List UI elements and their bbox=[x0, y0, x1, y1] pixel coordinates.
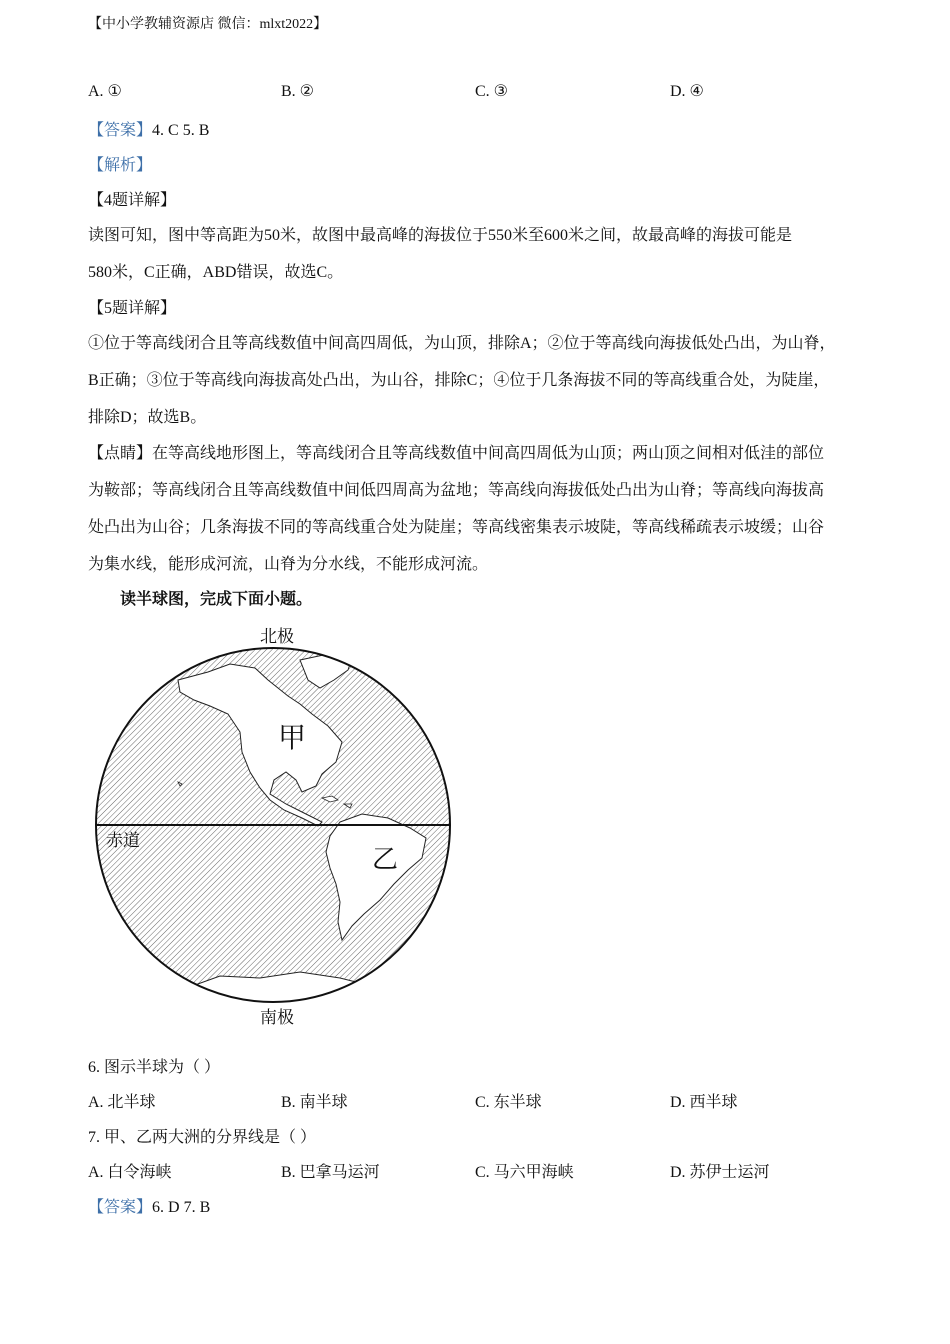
q5-detail-line: 排除D；故选B。 bbox=[88, 409, 207, 426]
continent-a-label: 甲 bbox=[278, 721, 307, 754]
option-c: C. 东半球 bbox=[475, 1094, 542, 1111]
answer-line-2 bbox=[88, 1194, 210, 1217]
q5-options bbox=[88, 81, 868, 103]
option-a: A. 北半球 bbox=[88, 1094, 156, 1111]
q6-options bbox=[88, 1089, 868, 1111]
option-b: B. 南半球 bbox=[281, 1094, 348, 1111]
hemisphere-map bbox=[90, 622, 460, 1032]
option-d: D. 苏伊士运河 bbox=[670, 1164, 770, 1181]
q4-detail-line: 580米，C正确，ABD错误，故选C。 bbox=[88, 264, 344, 281]
option-b: B. 巴拿马运河 bbox=[281, 1164, 380, 1181]
option-d: D. 西半球 bbox=[670, 1094, 738, 1111]
q5-detail-line: ①位于等高线闭合且等高线数值中间高四周低，为山顶，排除A；②位于等高线向海拔低处凸出，为山脊， bbox=[88, 335, 836, 352]
option-c: C. 马六甲海峡 bbox=[475, 1164, 574, 1181]
answer-line-1 bbox=[88, 117, 209, 140]
tip-line-1 bbox=[88, 440, 824, 463]
question-7: 7. 甲、乙两大洲的分界线是（ ） bbox=[88, 1129, 317, 1146]
tip-line: 为集水线，能形成河流，山脊为分水线，不能形成河流。 bbox=[88, 556, 489, 573]
option-d: D. ④ bbox=[670, 83, 704, 100]
equator-label: 赤道 bbox=[106, 831, 140, 851]
answer-text: 6. D 7. B bbox=[152, 1199, 211, 1216]
option-a: A. 白令海峡 bbox=[88, 1164, 172, 1181]
south-pole-label: 南极 bbox=[260, 1008, 294, 1028]
question-6: 6. 图示半球为（ ） bbox=[88, 1059, 221, 1076]
q5-detail-title: 【5题详解】 bbox=[88, 300, 177, 317]
analysis-tag: 【解析】 bbox=[88, 157, 153, 174]
q5-detail-line: B正确；③位于等高线向海拔高处凸出，为山谷，排除C；④位于几条海拔不同的等高线重合处，为陡崖， bbox=[88, 372, 830, 389]
tip-text: 在等高线地形图上，等高线闭合且等高线数值中间高四周低为山顶；两山顶之间相对低洼的部位 bbox=[152, 445, 825, 462]
tip-tag: 【点睛】 bbox=[88, 445, 153, 462]
q4-detail-line: 读图可知，图中等高距为50米，故图中最高峰的海拔位于550米至600米之间，故最高峰的海拔可能是 bbox=[88, 227, 793, 244]
north-pole-label: 北极 bbox=[260, 627, 294, 647]
page-header: 【中小学教辅资源店 微信：mlxt2022】 bbox=[88, 17, 328, 32]
option-b: B. ② bbox=[281, 83, 315, 100]
tip-line: 为鞍部；等高线闭合且等高线数值中间低四周高为盆地；等高线向海拔低处凸出为山脊；等高线向海拔高 bbox=[88, 482, 825, 499]
continent-b-label: 乙 bbox=[372, 845, 399, 875]
tip-line: 处凸出为山谷；几条海拔不同的等高线重合处为陡崖；等高线密集表示坡陡，等高线稀疏表示坡缓；山谷 bbox=[88, 519, 825, 536]
answer-text: 4. C 5. B bbox=[152, 122, 210, 139]
q7-options bbox=[88, 1159, 868, 1181]
answer-tag: 【答案】 bbox=[88, 122, 153, 139]
answer-tag: 【答案】 bbox=[88, 1199, 153, 1216]
q4-detail-title: 【4题详解】 bbox=[88, 192, 177, 209]
question-intro: 读半球图，完成下面小题。 bbox=[120, 591, 313, 608]
option-c: C. ③ bbox=[475, 83, 509, 100]
option-a: A. ① bbox=[88, 83, 122, 100]
